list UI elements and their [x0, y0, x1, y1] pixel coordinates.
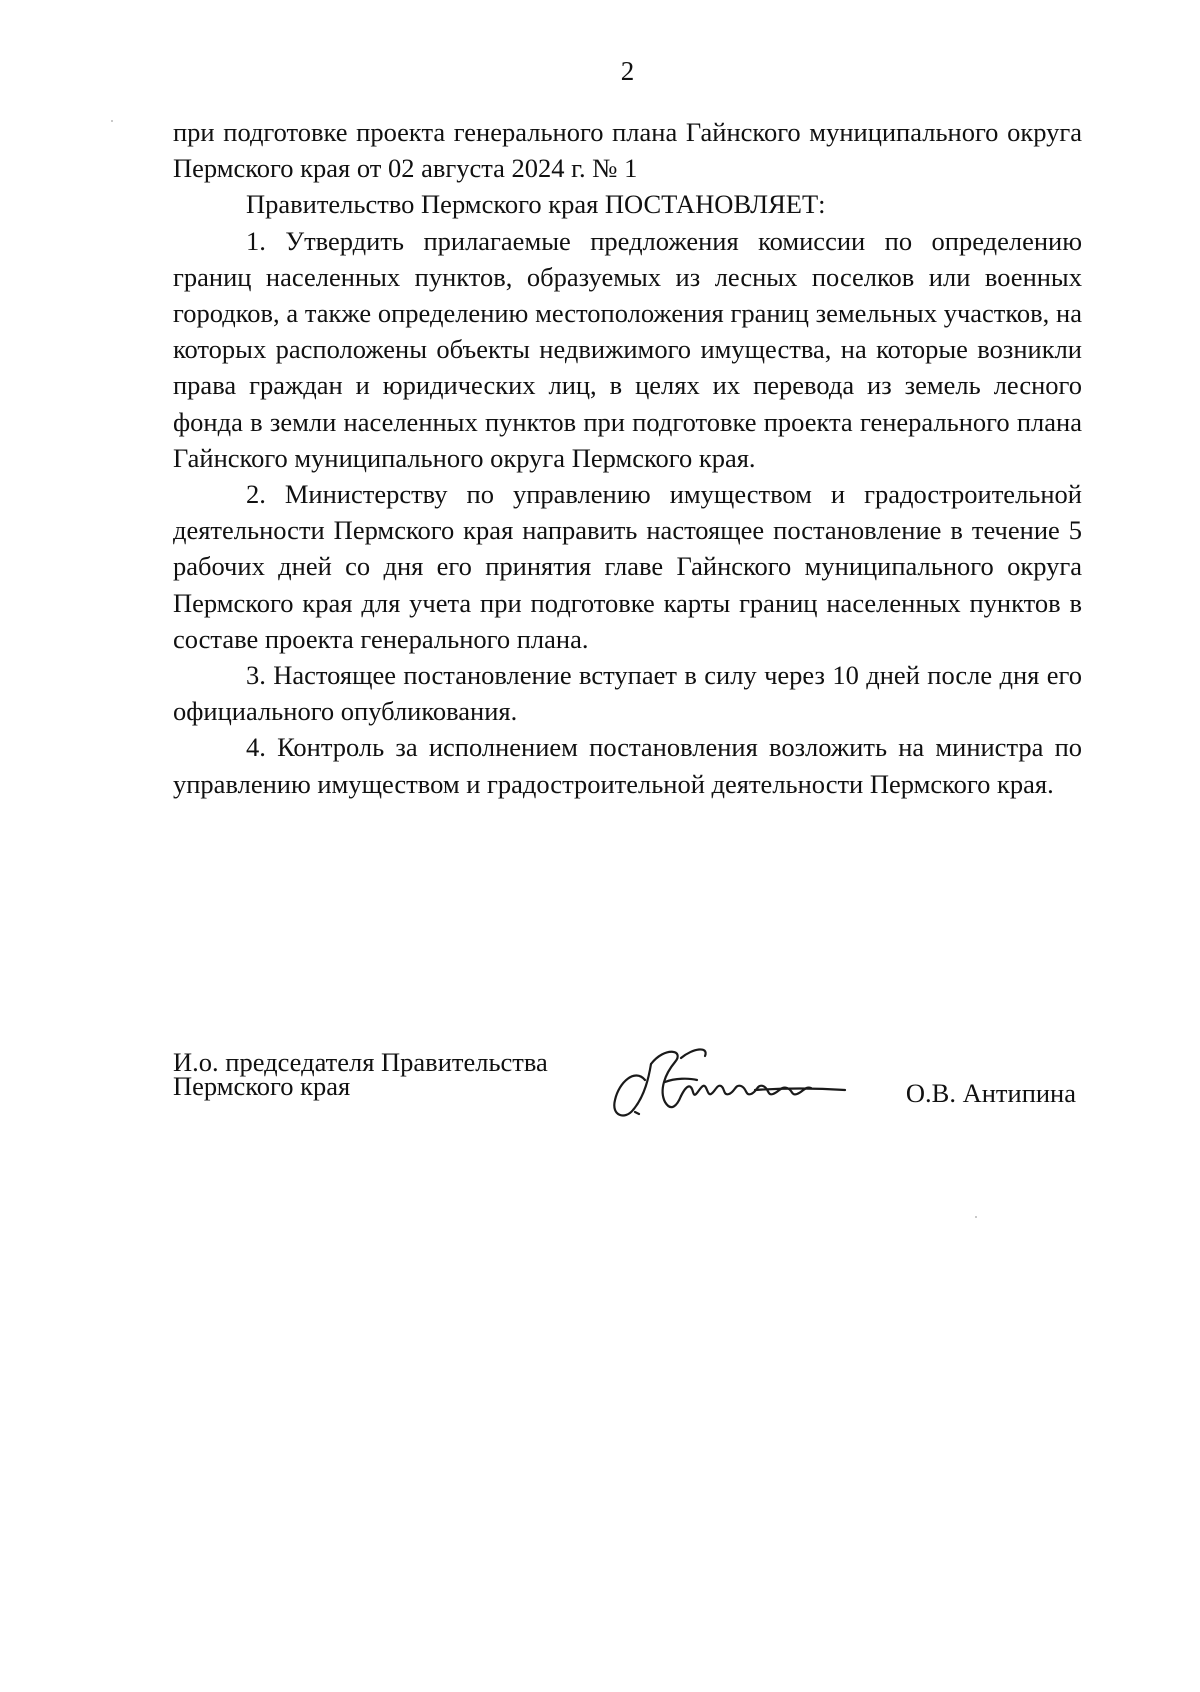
paragraph-resolves: Правительство Пермского края ПОСТАНОВЛЯЕТ: [246, 189, 826, 220]
paragraph-item-1: 1. Утвердить прилагаемые предложения комиссии по определению границ населенных пунктов, образуемых из лесных поселков или военных городков, а также определению местоположения границ земельных участков, на которых расположены объекты недвижимого имущества, на которые возникли права граждан и юридических лиц, в целях их перевода из земель лесного фонда в земли населенных пунктов при подготовке проекта генерального плана Гайнского муниципального округа Пермского края. [173, 225, 1082, 473]
handwritten-signature-icon [605, 1040, 865, 1124]
paragraph-item-3: 3. Настоящее постановление вступает в силу через 10 дней после дня его официального опубликования. [173, 660, 1082, 727]
page-number: 2 [620, 56, 635, 86]
signer-title-line-2: Пермского края [173, 1071, 351, 1101]
scan-speck [111, 120, 113, 122]
paragraph-continuation: при подготовке проекта генерального плана Гайнского муниципального округа Пермского края от 02 августа 2024 г. № 1 [173, 117, 1082, 184]
signature-block [173, 1047, 1088, 1130]
paragraph-item-2: 2. Министерству по управлению имуществом и градостроительной деятельности Пермского края направить настоящее постановление в течение 5 рабочих дней со дня его принятия главе Гайнского муниципального округа Пермского края для учета при подготовке карты границ населенных пунктов в составе проекта генерального плана. [173, 479, 1082, 654]
signer-title [173, 1047, 548, 1101]
scan-speck [975, 1216, 977, 1218]
paragraph-item-4: 4. Контроль за исполнением постановления возложить на министра по управлению имуществом и градостроительной деятельности Пермского края. [173, 732, 1082, 799]
signer-title-line-1: И.о. председателя Правительства [173, 1047, 548, 1077]
signer-name: О.В. Антипина [905, 1078, 1076, 1108]
document-body [173, 114, 1082, 802]
